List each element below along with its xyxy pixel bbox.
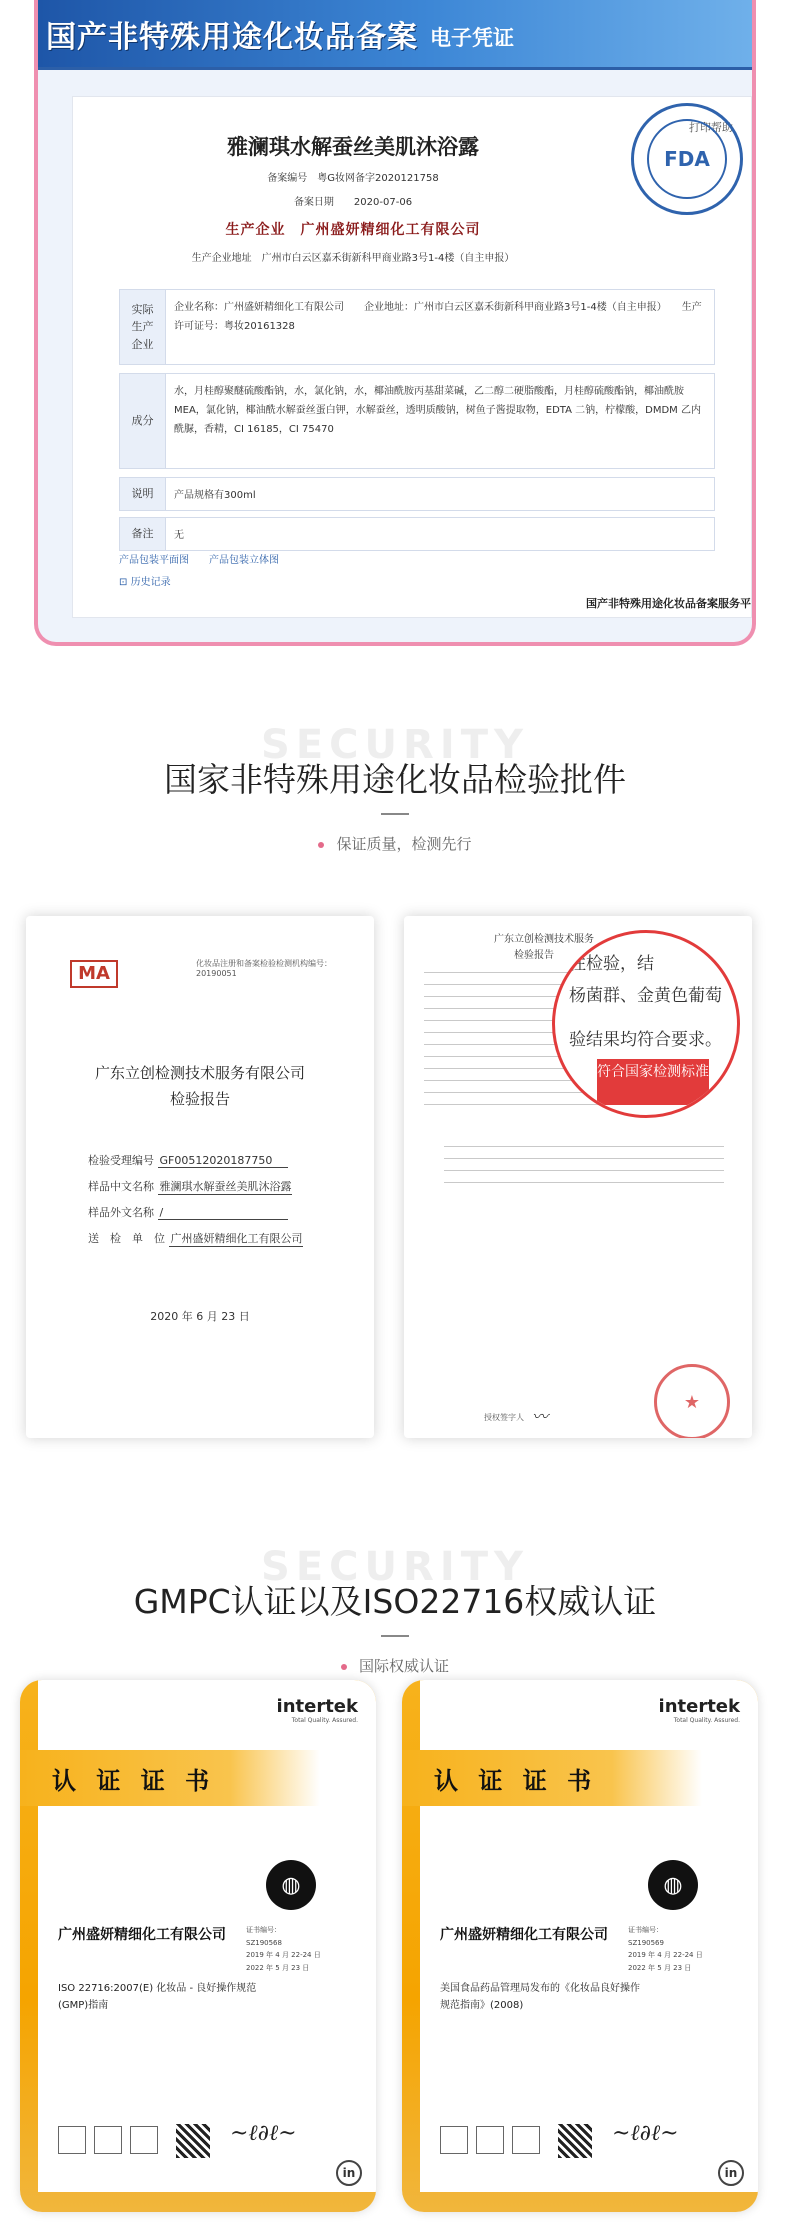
org-name: 广东立创检测技术服务有限公司	[94, 1064, 305, 1082]
bullet-dot-icon	[318, 842, 324, 848]
history-icon: ⊡	[119, 577, 128, 588]
report-date: 2020 年 6 月 23 日	[150, 1310, 250, 1323]
section-subtitle	[0, 833, 790, 854]
cert-footer-icon: in	[718, 2160, 744, 2186]
row-label: 成分	[120, 374, 166, 468]
bullet-dot-icon	[341, 1664, 347, 1670]
cert-band-title: 认 证 证 书	[402, 1750, 702, 1806]
cert-meta: 证书编号： SZ190568 2019 年 4 月 22-24 日 2022 年 5 月 23 日	[246, 1926, 321, 1972]
header-note: 化妆品注册和备案检验检测机构编号：20190051	[196, 959, 332, 978]
certificate-gmpc	[402, 1680, 758, 2212]
banner-subtitle: 电子凭证	[430, 24, 514, 50]
cma-logo-icon: MA	[70, 960, 118, 988]
sign-label: 授权签字人	[484, 1413, 524, 1422]
right-subheader: 检验报告	[514, 950, 554, 961]
certificate-iso22716	[20, 1680, 376, 2212]
badge-icon	[440, 2126, 468, 2154]
row-value: 产品规格有300ml	[174, 490, 256, 501]
inspection-report-result	[404, 916, 752, 1438]
field-sample-cn: 样品中文名称 雅澜琪水解蚕丝美肌沐浴露	[88, 1180, 292, 1193]
section-inspection-heading	[0, 722, 790, 854]
fda-seal-icon	[631, 103, 743, 215]
print-help-link[interactable]: 打印帮助	[689, 121, 733, 134]
row-description	[119, 477, 715, 511]
section-title: 国家非特殊用途化妆品检验批件	[164, 760, 626, 799]
field-accept-no: 检验受理编号 GF00512020187750	[88, 1152, 288, 1168]
qr-code-icon	[558, 2124, 592, 2158]
platform-footer: 国产非特殊用途化妆品备案服务平	[586, 597, 751, 610]
row-label: 实际 生产 企业	[120, 290, 166, 364]
globe-icon: ◍	[266, 1860, 316, 1910]
accreditation-badges	[58, 2126, 158, 2154]
link-package-3d[interactable]: 产品包装立体图	[209, 555, 279, 566]
field-sample-en: 样品外文名称 /	[88, 1204, 288, 1220]
cert-standard: 美国食品药品管理局发布的《化妆品良好操作规范指南》(2008)	[440, 1983, 640, 2011]
link-package-flat[interactable]: 产品包装平面图	[119, 555, 189, 566]
seal-text: FDA	[647, 119, 727, 199]
report-title: 检验报告	[169, 1090, 230, 1108]
cert-company: 广州盛妍精细化工有限公司	[440, 1927, 608, 1943]
product-name: 雅澜琪水解蚕丝美肌沐浴露	[227, 135, 479, 159]
cert-company: 广州盛妍精细化工有限公司	[58, 1927, 226, 1943]
field-submitter: 送 检 单 位 广州盛妍精细化工有限公司	[88, 1232, 303, 1245]
producer-address: 生产企业地址 广州市白云区嘉禾街新科甲商业路3号1-4楼（自主申报）	[191, 253, 515, 264]
mag-line-1: 性检验，结	[569, 954, 654, 974]
record-date: 备案日期 2020-07-06	[293, 197, 413, 208]
intertek-logo: intertek Total Quality. Assured.	[276, 1696, 358, 1724]
row-label: 说明	[120, 478, 166, 510]
badge-icon	[58, 2126, 86, 2154]
signature-icon: ~ℓ∂ℓ~	[230, 2121, 297, 2146]
signature-icon: ~ℓ∂ℓ~	[612, 2121, 679, 2146]
right-header: 广东立创检测技术服务	[494, 934, 594, 945]
history-link[interactable]	[119, 573, 171, 588]
cert-band-title: 认 证 证 书	[20, 1750, 320, 1806]
cert-meta: 证书编号： SZ190569 2019 年 4 月 22-24 日 2022 年 5 月 23 日	[628, 1926, 703, 1972]
qr-code-icon	[176, 2124, 210, 2158]
red-stamp-icon: ★	[654, 1364, 730, 1438]
divider	[381, 1635, 409, 1637]
registration-banner	[38, 0, 752, 70]
record-number: 备案编号 粤G妆网备字2020121758	[267, 173, 439, 184]
divider	[381, 813, 409, 815]
subtitle-text: 国际权威认证	[358, 1657, 449, 1675]
badge-icon	[512, 2126, 540, 2154]
intertek-logo: intertek Total Quality. Assured.	[658, 1696, 740, 1724]
mag-line-2: 杨菌群、金黄色葡萄	[569, 986, 722, 1006]
badge-icon	[476, 2126, 504, 2154]
watermark-text: SECURITY	[261, 1544, 529, 1590]
registration-card	[34, 0, 756, 646]
signature-icon: 〰	[532, 1407, 549, 1426]
accreditation-badges	[440, 2126, 540, 2154]
row-value: 无	[174, 530, 184, 541]
globe-icon: ◍	[648, 1860, 698, 1910]
section-title: GMPC认证以及ISO22716权威认证	[133, 1582, 657, 1621]
badge-icon	[130, 2126, 158, 2154]
mag-line-3: 验结果均符合要求。	[569, 1030, 722, 1050]
row-remarks	[119, 517, 715, 551]
badge-icon	[94, 2126, 122, 2154]
producer-line: 生产企业 广州盛妍精细化工有限公司	[225, 222, 481, 238]
section-subtitle	[0, 1655, 790, 1676]
cert-standard: ISO 22716:2007(E) 化妆品 - 良好操作规范(GMP)指南	[58, 1983, 257, 2011]
magnifier-callout	[552, 930, 740, 1118]
row-ingredients	[119, 373, 715, 469]
row-actual-producer	[119, 289, 715, 365]
row-label: 备注	[120, 518, 166, 550]
history-label: 历史记录	[130, 577, 171, 588]
report-text-lines	[444, 1146, 724, 1194]
inspection-report-cover	[26, 916, 374, 1438]
section-cert-heading	[0, 1544, 790, 1676]
banner-title: 国产非特殊用途化妆品备案	[46, 19, 418, 55]
watermark-text: SECURITY	[261, 722, 529, 768]
row-value: 水，月桂醇聚醚硫酸酯钠，水，氯化钠，水，椰油酰胺丙基甜菜碱，乙二醇二硬脂酸酯，月桂醇硫酸酯钠，椰油酰胺 MEA，氯化钠，椰油酰水解蚕丝蛋白钾，水解蚕丝，透明质酸钠，树鱼子酱提取物，EDTA 二钠，柠檬酸，DMDM 乙内酰脲，香精，CI 16185，CI 75470	[174, 386, 701, 435]
row-value: 企业名称：广州盛妍精细化工有限公司 企业地址：广州市白云区嘉禾街新科甲商业路3号1-4楼（自主申报） 生产许可证号：粤妆20161328	[174, 302, 702, 332]
compliance-badge: 符合国家检测标准	[597, 1059, 709, 1105]
registration-body	[72, 96, 752, 618]
cert-footer-icon: in	[336, 2160, 362, 2186]
subtitle-text: 保证质量，检测先行	[336, 835, 472, 853]
